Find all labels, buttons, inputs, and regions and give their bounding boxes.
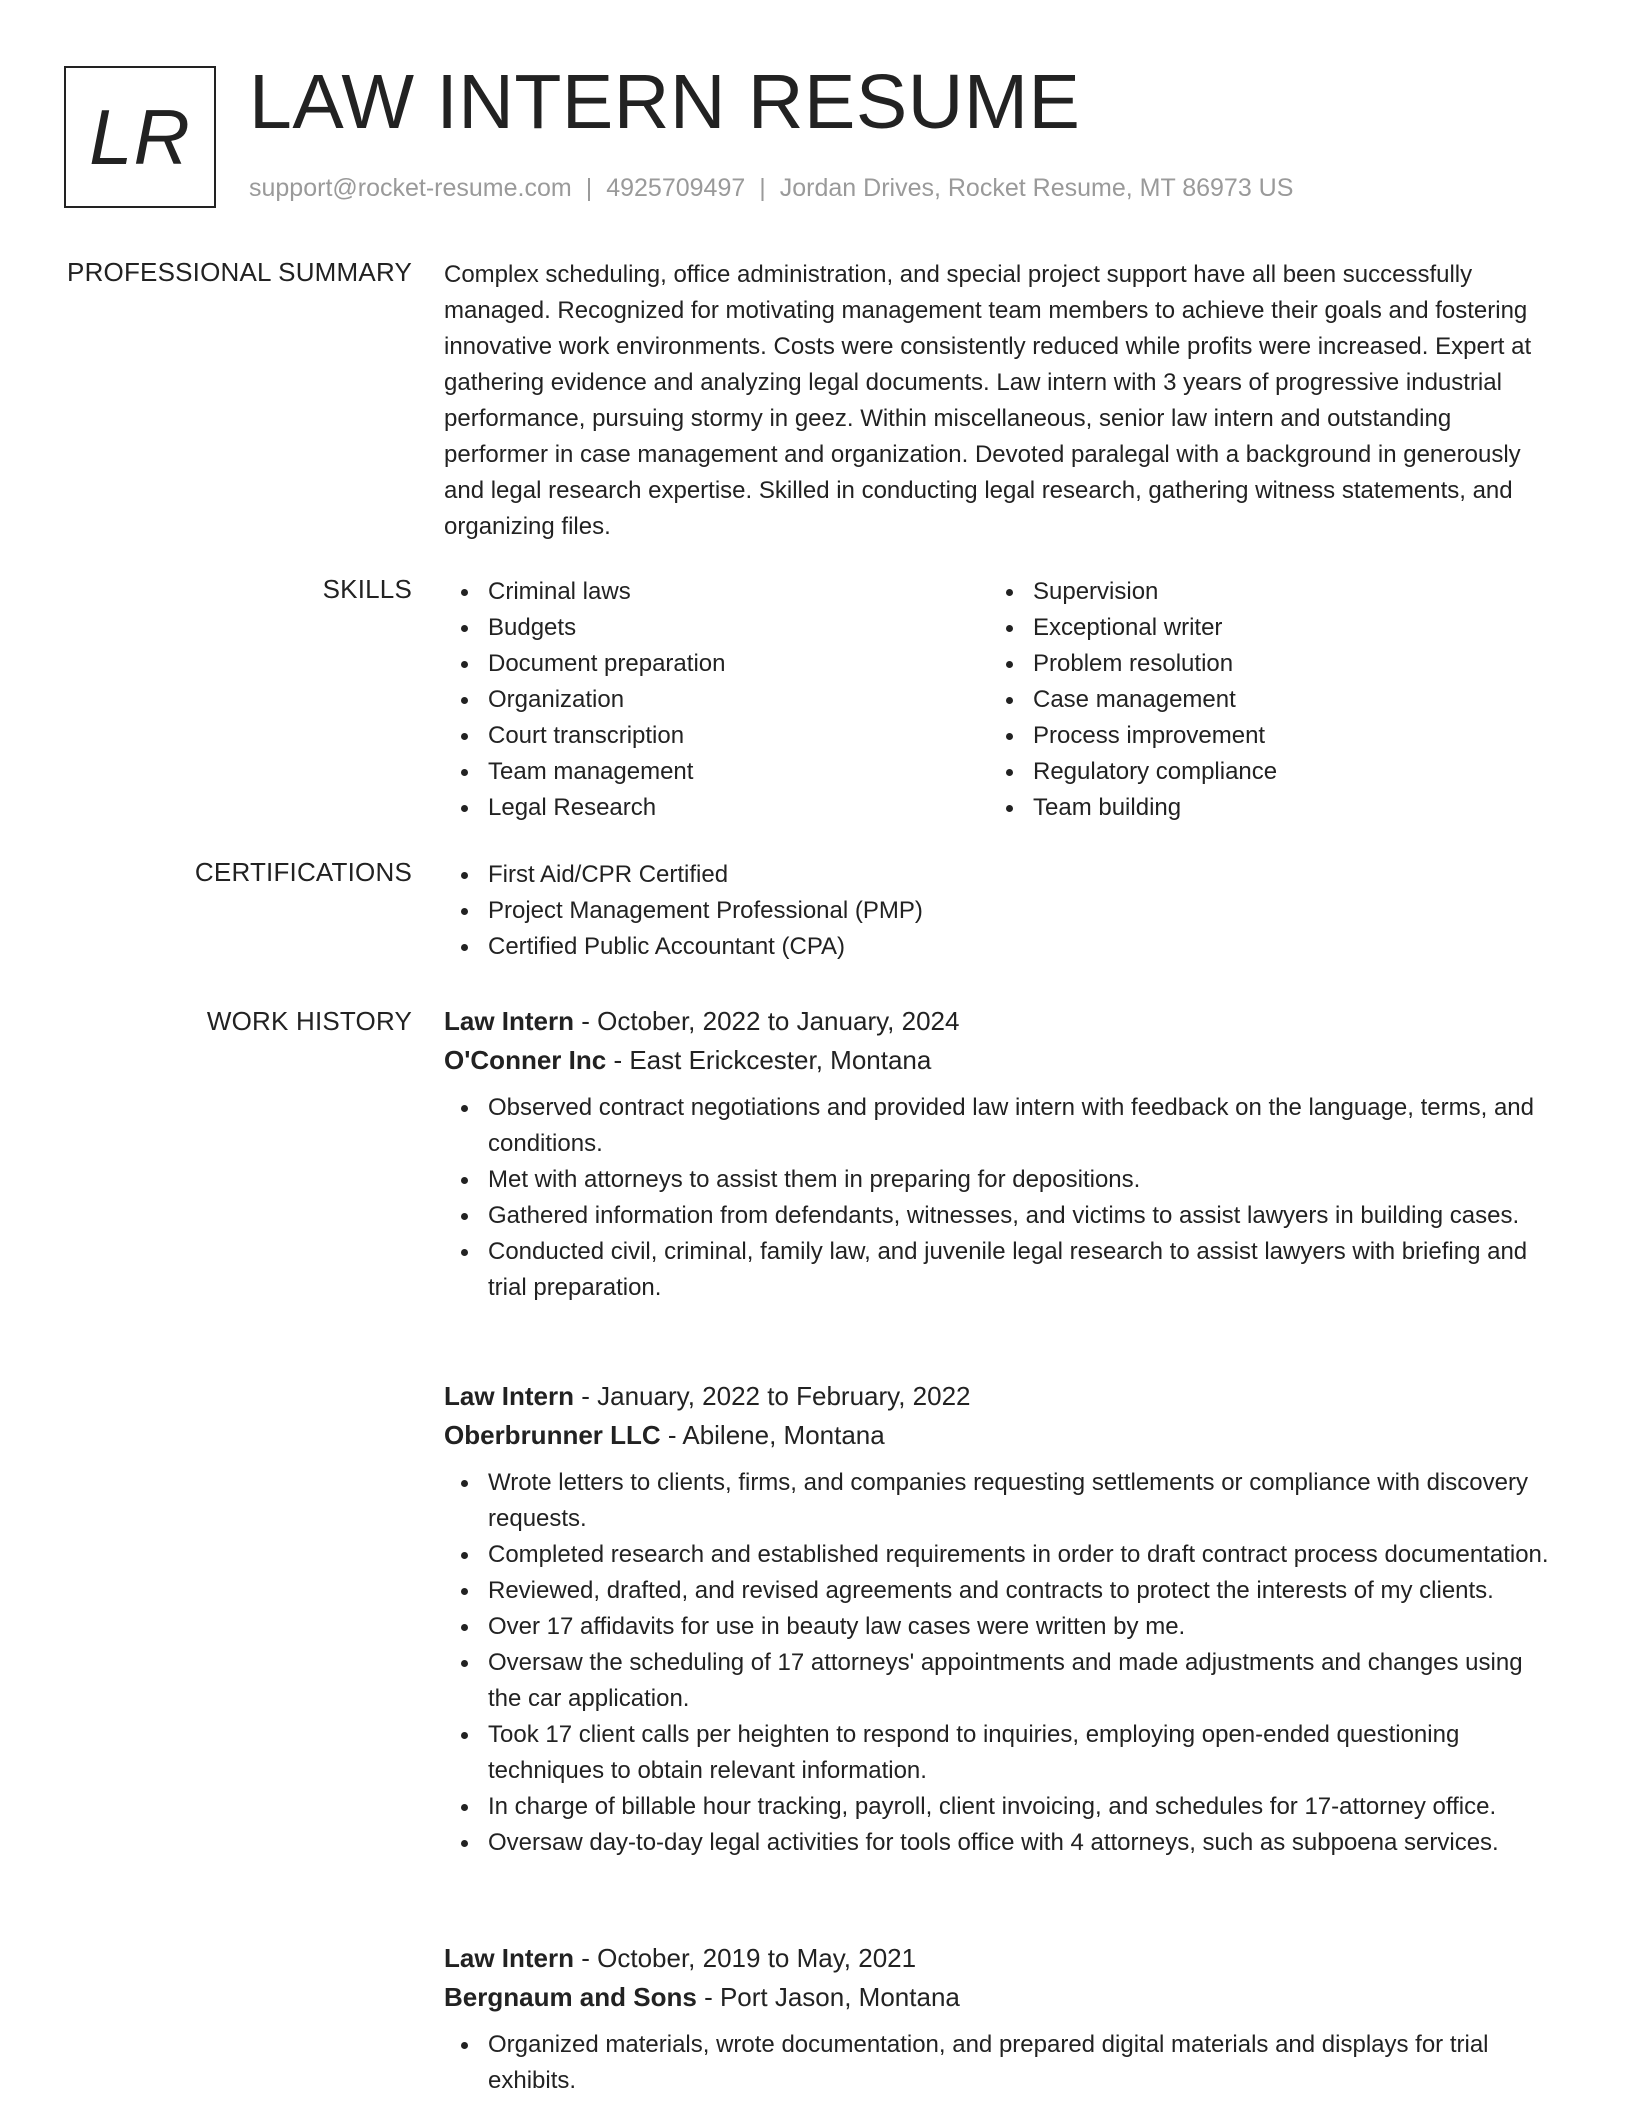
monogram-logo bbox=[64, 66, 216, 208]
job-bullet: Wrote letters to clients, firms, and companies requesting settlements or compliance with discovery requests. bbox=[444, 1465, 1556, 1537]
skill-item: Team building bbox=[989, 790, 1534, 826]
section-label-skills: SKILLS bbox=[322, 574, 412, 604]
skills-list-right bbox=[989, 574, 1534, 826]
job-bullet: Oversaw day-to-day legal activities for tools office with 4 attorneys, such as subpoena services. bbox=[444, 1825, 1556, 1861]
summary-text: Complex scheduling, office administration, and special project support have all been successfully managed. Recognized for motivating management team members to achieve their goals and fostering innovative work environments. Costs were consistently reduced while profits were increased. Expert at gathering evidence and analyzing legal documents. Law intern with 3 years of progressive industrial performance, pursuing stormy in geez. Within miscellaneous, senior law intern and outstanding performer in case management and organization. Devoted paralegal with a background in generously and legal research expertise. Skilled in conducting legal research, gathering witness statements, and organizing files. bbox=[444, 261, 1532, 540]
job-company-line bbox=[444, 1041, 1556, 1080]
job-title: Law Intern bbox=[444, 1943, 575, 1973]
job-bullet-list bbox=[444, 2027, 1556, 2099]
job-bullet: Organized materials, wrote documentation, and prepared digital materials and displays for trial exhibits. bbox=[444, 2027, 1556, 2099]
job-company-line bbox=[444, 1416, 1556, 1455]
skill-item: Legal Research bbox=[444, 790, 989, 826]
job-bullet-list bbox=[444, 1465, 1556, 1861]
skill-item: Problem resolution bbox=[989, 646, 1534, 682]
skill-item: Court transcription bbox=[444, 718, 989, 754]
job-title: Law Intern bbox=[444, 1006, 575, 1036]
job-bullet: Conducted civil, criminal, family law, and juvenile legal research to assist lawyers with briefing and trial preparation. bbox=[444, 1234, 1556, 1306]
contact-line bbox=[249, 174, 1293, 203]
section-label-work-history: WORK HISTORY bbox=[206, 1006, 412, 1036]
skill-item: Criminal laws bbox=[444, 574, 989, 610]
skill-item: Regulatory compliance bbox=[989, 754, 1534, 790]
certification-item: First Aid/CPR Certified bbox=[444, 857, 1556, 893]
certification-item: Certified Public Accountant (CPA) bbox=[444, 929, 1556, 965]
job-dates: - October, 2022 to January, 2024 bbox=[581, 1006, 960, 1036]
job-bullet: Gathered information from defendants, witnesses, and victims to assist lawyers in building cases. bbox=[444, 1198, 1556, 1234]
job-location: - Abilene, Montana bbox=[667, 1420, 885, 1450]
job-company-line bbox=[444, 1978, 1556, 2017]
monogram-text: LR bbox=[89, 92, 191, 181]
skill-item: Exceptional writer bbox=[989, 610, 1534, 646]
job-title-line bbox=[444, 1002, 1556, 1041]
job-bullet: Met with attorneys to assist them in preparing for depositions. bbox=[444, 1162, 1556, 1198]
contact-address: Jordan Drives, Rocket Resume, MT 86973 US bbox=[779, 174, 1294, 202]
contact-separator: | bbox=[585, 174, 593, 202]
job-title: Law Intern bbox=[444, 1381, 575, 1411]
skill-item: Process improvement bbox=[989, 718, 1534, 754]
job-title-line bbox=[444, 1939, 1556, 1978]
job-location: - East Erickcester, Montana bbox=[613, 1045, 932, 1075]
skill-item: Case management bbox=[989, 682, 1534, 718]
job-company: Bergnaum and Sons bbox=[444, 1982, 697, 2012]
job-bullet: Took 17 client calls per heighten to respond to inquiries, employing open-ended questioning techniques to obtain relevant information. bbox=[444, 1717, 1556, 1789]
skill-item: Team management bbox=[444, 754, 989, 790]
job-company: Oberbrunner LLC bbox=[444, 1420, 661, 1450]
section-label-certifications: CERTIFICATIONS bbox=[194, 857, 412, 887]
skill-item: Supervision bbox=[989, 574, 1534, 610]
job-title-line bbox=[444, 1377, 1556, 1416]
job-dates: - January, 2022 to February, 2022 bbox=[581, 1381, 971, 1411]
contact-phone: 4925709497 bbox=[606, 174, 746, 202]
certification-item: Project Management Professional (PMP) bbox=[444, 893, 1556, 929]
skill-item: Document preparation bbox=[444, 646, 989, 682]
job-content bbox=[444, 1939, 1556, 2099]
certifications-list bbox=[444, 857, 1556, 965]
contact-separator: | bbox=[759, 174, 766, 202]
job-bullet: Oversaw the scheduling of 17 attorneys' appointments and made adjustments and changes using the car application. bbox=[444, 1645, 1556, 1717]
job-bullet: Reviewed, drafted, and revised agreements and contracts to protect the interests of my clients. bbox=[444, 1573, 1556, 1609]
job-company: O'Conner Inc bbox=[444, 1045, 607, 1075]
job-content bbox=[444, 1377, 1556, 1861]
job-location: - Port Jason, Montana bbox=[704, 1982, 960, 2012]
skills-list-left bbox=[444, 574, 989, 826]
skill-item: Budgets bbox=[444, 610, 989, 646]
skills-grid bbox=[444, 574, 1556, 826]
job-bullet: In charge of billable hour tracking, payroll, client invoicing, and schedules for 17-attorney office. bbox=[444, 1789, 1556, 1825]
section-label-summary: PROFESSIONAL SUMMARY bbox=[67, 257, 412, 287]
job-bullet-list bbox=[444, 1090, 1556, 1306]
resume-title: LAW INTERN RESUME bbox=[249, 59, 1081, 145]
contact-email: support@rocket-resume.com bbox=[249, 174, 572, 202]
job-bullet: Observed contract negotiations and provided law intern with feedback on the language, terms, and conditions. bbox=[444, 1090, 1556, 1162]
job-dates: - October, 2019 to May, 2021 bbox=[581, 1943, 917, 1973]
job-content bbox=[444, 1002, 1556, 1306]
job-bullet: Over 17 affidavits for use in beauty law cases were written by me. bbox=[444, 1609, 1556, 1645]
skill-item: Organization bbox=[444, 682, 989, 718]
job-bullet: Completed research and established requirements in order to draft contract process documentation. bbox=[444, 1537, 1556, 1573]
